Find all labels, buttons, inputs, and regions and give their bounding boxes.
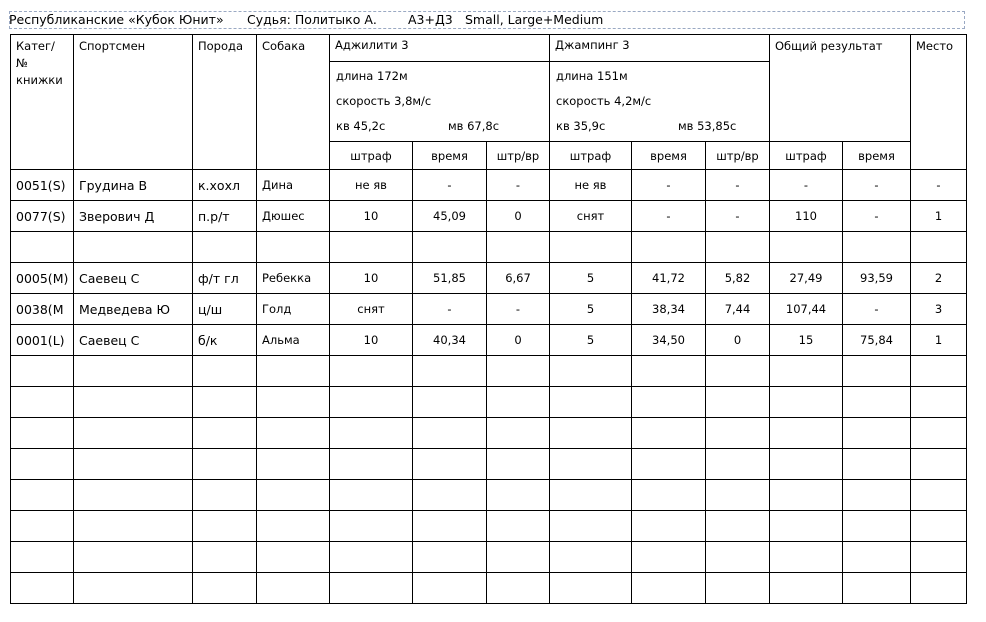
empty-cell [843,449,911,480]
empty-cell [706,418,770,449]
agility-speed: скорость 3,8м/с [336,94,432,108]
empty-cell [843,573,911,604]
jumping-time-header: время [632,142,706,170]
cell-jumping-pen-time: - [706,201,770,232]
cell-jumping-penalty: 5 [550,263,632,294]
results-table [10,34,967,604]
empty-cell [11,418,74,449]
empty-cell [193,418,257,449]
judge-name: Судья: Политыко А. [247,12,377,27]
agility-length: длина 172м [336,69,408,83]
table-row [11,170,967,201]
empty-cell [911,542,967,573]
agility-time-header: время [413,142,487,170]
column-header-category: Катег/ № книжки [11,35,74,170]
empty-cell [74,387,193,418]
column-header-athlete: Спортсмен [74,35,193,170]
cell-dog: Дюшес [257,201,330,232]
empty-cell [11,356,74,387]
jumping-course-info [550,62,769,141]
jumping-kv: кв 35,9с [556,119,606,133]
cell-category: 0077(S) [11,201,74,232]
empty-cell [843,356,911,387]
empty-cell [632,449,706,480]
empty-cell [413,542,487,573]
empty-cell [550,480,632,511]
cell-jumping-time [632,232,706,263]
empty-cell [487,573,550,604]
empty-cell [632,387,706,418]
empty-cell [74,356,193,387]
empty-cell [706,356,770,387]
cell-jumping-time: - [632,170,706,201]
size-categories: Small, Large+Medium [465,12,604,27]
empty-cell [257,356,330,387]
cell-athlete: Медведева Ю [74,294,193,325]
cell-agility-penalty: 10 [330,201,413,232]
empty-cell [257,573,330,604]
empty-cell [487,511,550,542]
cell-jumping-time: - [632,201,706,232]
empty-cell [632,418,706,449]
cell-agility-pen-time: - [487,294,550,325]
cell-jumping-penalty [550,232,632,263]
cell-agility-pen-time: 0 [487,201,550,232]
jumping-penalty-header: штраф [550,142,632,170]
column-header-breed: Порода [193,35,257,170]
agility-penalty-header: штраф [330,142,413,170]
cell-total-penalty: 107,44 [770,294,843,325]
empty-cell [911,573,967,604]
empty-cell [550,511,632,542]
column-header-place: Место [911,35,967,170]
cell-total-penalty [770,232,843,263]
empty-cell [193,573,257,604]
empty-table-row [11,418,967,449]
empty-cell [843,387,911,418]
jumping-speed: скорость 4,2м/с [556,94,652,108]
empty-cell [911,387,967,418]
cell-agility-penalty: не яв [330,170,413,201]
cell-place: 1 [911,201,967,232]
agility-kv: кв 45,2с [336,119,386,133]
table-row [11,201,967,232]
empty-cell [11,573,74,604]
empty-cell [706,511,770,542]
empty-cell [770,418,843,449]
table-row [11,325,967,356]
cell-agility-penalty: 10 [330,325,413,356]
cell-agility-time: 40,34 [413,325,487,356]
cell-jumping-pen-time: 5,82 [706,263,770,294]
cell-dog: Голд [257,294,330,325]
agility-pen-time-header: штр/вр [487,142,550,170]
cell-agility-pen-time: 0 [487,325,550,356]
empty-cell [632,480,706,511]
empty-cell [74,511,193,542]
cell-breed: ф/т гл [193,263,257,294]
cell-category: 0001(L) [11,325,74,356]
empty-cell [843,418,911,449]
cell-total-penalty: 15 [770,325,843,356]
cell-total-time: 75,84 [843,325,911,356]
empty-table-row [11,573,967,604]
cell-breed: к.хохл [193,170,257,201]
empty-cell [550,449,632,480]
empty-cell [330,542,413,573]
cell-agility-time: 51,85 [413,263,487,294]
empty-cell [911,449,967,480]
cell-athlete: Саевец С [74,325,193,356]
cell-jumping-pen-time [706,232,770,263]
empty-cell [11,480,74,511]
empty-cell [193,511,257,542]
cell-jumping-time: 34,50 [632,325,706,356]
cell-athlete: Зверович Д [74,201,193,232]
empty-cell [74,418,193,449]
empty-cell [770,356,843,387]
empty-cell [74,542,193,573]
empty-cell [550,356,632,387]
total-time-header: время [843,142,911,170]
empty-cell [487,387,550,418]
cell-total-time: - [843,201,911,232]
agility-course-info [330,62,549,141]
cell-jumping-time: 38,34 [632,294,706,325]
empty-cell [706,573,770,604]
jumping-mv: мв 53,85с [678,119,737,133]
cell-dog: Ребекка [257,263,330,294]
agility-header [330,35,550,142]
empty-cell [550,418,632,449]
cell-jumping-penalty: не яв [550,170,632,201]
empty-cell [770,511,843,542]
empty-cell [193,356,257,387]
cell-athlete: Саевец С [74,263,193,294]
empty-cell [11,449,74,480]
empty-cell [632,511,706,542]
empty-cell [11,511,74,542]
cell-place [911,232,967,263]
cell-jumping-time: 41,72 [632,263,706,294]
cell-breed [193,232,257,263]
cell-total-time: 93,59 [843,263,911,294]
jumping-times [556,114,763,139]
total-penalty-header: штраф [770,142,843,170]
cell-agility-time: - [413,170,487,201]
empty-cell [193,387,257,418]
cell-breed: п.р/т [193,201,257,232]
empty-cell [911,480,967,511]
empty-cell [330,480,413,511]
jumping-title: Джампинг 3 [550,35,769,62]
empty-cell [257,480,330,511]
empty-cell [11,387,74,418]
cell-agility-time [413,232,487,263]
empty-cell [706,387,770,418]
empty-cell [770,480,843,511]
empty-table-row [11,387,967,418]
empty-cell [330,387,413,418]
cell-athlete [74,232,193,263]
empty-cell [257,542,330,573]
empty-cell [487,542,550,573]
cell-breed: ц/ш [193,294,257,325]
column-header-dog: Собака [257,35,330,170]
competition-title: Республиканские «Кубок Юнит» [9,12,224,27]
table-row [11,294,967,325]
cell-category: 0005(M) [11,263,74,294]
cell-jumping-penalty: 5 [550,294,632,325]
cell-category [11,232,74,263]
column-header-total: Общий результат [770,35,911,142]
empty-cell [550,387,632,418]
empty-table-row [11,511,967,542]
cell-agility-pen-time: 6,67 [487,263,550,294]
empty-table-row [11,480,967,511]
cell-jumping-pen-time: 7,44 [706,294,770,325]
empty-cell [330,573,413,604]
empty-cell [706,480,770,511]
empty-cell [257,387,330,418]
empty-cell [74,449,193,480]
cell-jumping-pen-time: 0 [706,325,770,356]
cell-dog: Альма [257,325,330,356]
empty-cell [487,356,550,387]
empty-cell [413,418,487,449]
empty-cell [413,480,487,511]
empty-table-row [11,449,967,480]
empty-cell [843,511,911,542]
cell-agility-pen-time: - [487,170,550,201]
cell-place: 1 [911,325,967,356]
empty-cell [770,449,843,480]
empty-cell [550,542,632,573]
empty-cell [487,418,550,449]
empty-table-row [11,542,967,573]
cell-total-penalty: 27,49 [770,263,843,294]
cell-agility-pen-time [487,232,550,263]
empty-table-row [11,356,967,387]
empty-cell [843,542,911,573]
empty-cell [911,511,967,542]
cell-category: 0051(S) [11,170,74,201]
empty-cell [413,511,487,542]
jumping-length: длина 151м [556,69,628,83]
agility-title: Аджилити 3 [330,35,549,62]
cell-agility-penalty: 10 [330,263,413,294]
empty-cell [413,356,487,387]
table-row [11,263,967,294]
empty-cell [193,480,257,511]
empty-cell [706,449,770,480]
empty-cell [413,387,487,418]
empty-cell [770,573,843,604]
cell-dog [257,232,330,263]
empty-cell [257,511,330,542]
cell-category: 0038(M [11,294,74,325]
empty-cell [550,573,632,604]
empty-cell [330,418,413,449]
document-header [9,11,965,29]
table-row [11,232,967,263]
cell-agility-penalty: снят [330,294,413,325]
cell-total-time: - [843,294,911,325]
jumping-header [550,35,770,142]
empty-cell [770,542,843,573]
jumping-pen-time-header: штр/вр [706,142,770,170]
empty-cell [770,387,843,418]
agility-mv: мв 67,8с [448,119,500,133]
empty-cell [74,480,193,511]
cell-agility-time: - [413,294,487,325]
cell-jumping-penalty: снят [550,201,632,232]
competition-classes: А3+Д3 [408,12,453,27]
empty-cell [193,449,257,480]
empty-cell [74,573,193,604]
cell-breed: б/к [193,325,257,356]
cell-dog: Дина [257,170,330,201]
empty-cell [413,449,487,480]
cell-total-penalty: 110 [770,201,843,232]
empty-cell [487,449,550,480]
cell-total-penalty: - [770,170,843,201]
empty-cell [330,449,413,480]
empty-cell [257,418,330,449]
empty-cell [413,573,487,604]
cell-place: 2 [911,263,967,294]
cell-athlete: Грудина В [74,170,193,201]
empty-cell [257,449,330,480]
cell-total-time: - [843,170,911,201]
empty-cell [632,573,706,604]
empty-cell [911,356,967,387]
empty-cell [632,356,706,387]
cell-agility-time: 45,09 [413,201,487,232]
cell-jumping-penalty: 5 [550,325,632,356]
empty-cell [911,418,967,449]
empty-cell [632,542,706,573]
cell-agility-penalty [330,232,413,263]
empty-cell [193,542,257,573]
empty-cell [843,480,911,511]
agility-times [336,114,543,139]
empty-cell [11,542,74,573]
empty-cell [330,511,413,542]
cell-total-time [843,232,911,263]
empty-cell [330,356,413,387]
cell-place: - [911,170,967,201]
cell-jumping-pen-time: - [706,170,770,201]
cell-place: 3 [911,294,967,325]
empty-cell [706,542,770,573]
empty-cell [487,480,550,511]
